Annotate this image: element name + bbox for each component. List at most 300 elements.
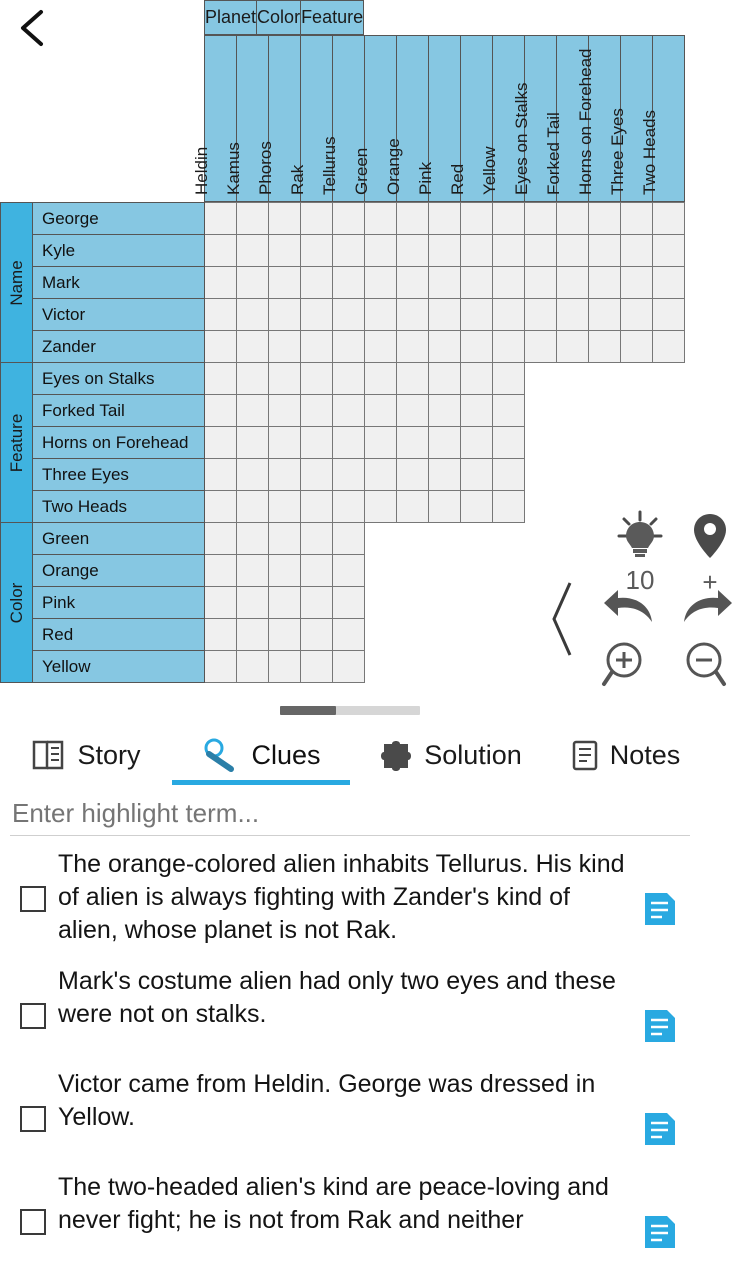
grid-cell[interactable] xyxy=(429,267,461,299)
grid-row-category-text: Color xyxy=(6,582,26,623)
grid-row-label: Eyes on Stalks xyxy=(33,363,205,395)
grid-cell[interactable] xyxy=(269,587,301,619)
hint-button[interactable] xyxy=(610,510,670,596)
grid-cell[interactable] xyxy=(237,459,269,491)
tab-story[interactable] xyxy=(0,722,172,788)
grid-cell[interactable] xyxy=(301,651,333,683)
grid-cell[interactable] xyxy=(621,331,653,363)
grid-cell[interactable] xyxy=(333,459,365,491)
grid-cell-empty xyxy=(461,523,493,555)
grid-row xyxy=(1,299,685,331)
grid-cell[interactable] xyxy=(269,363,301,395)
grid-cell-empty xyxy=(461,651,493,683)
clue-note-button[interactable] xyxy=(640,1007,684,1050)
grid-cell[interactable] xyxy=(653,299,685,331)
grid-cell[interactable] xyxy=(301,235,333,267)
puzzle-piece-icon xyxy=(378,738,414,772)
grid-cell-empty xyxy=(653,459,685,491)
grid-cell[interactable] xyxy=(429,491,461,523)
grid-cell[interactable] xyxy=(493,427,525,459)
grid-column-label-text: Three Eyes xyxy=(607,108,627,195)
grid-cell[interactable] xyxy=(397,459,429,491)
grid-cell-empty xyxy=(397,587,429,619)
grid-cell[interactable] xyxy=(205,395,237,427)
grid-cell[interactable] xyxy=(429,363,461,395)
grid-cell[interactable] xyxy=(493,203,525,235)
grid-row-label: Horns on Forehead xyxy=(33,427,205,459)
grid-cell[interactable] xyxy=(333,299,365,331)
grid-cell[interactable] xyxy=(461,491,493,523)
grid-category-header: Planet xyxy=(205,1,257,35)
grid-cell[interactable] xyxy=(493,331,525,363)
grid-cell-empty xyxy=(557,427,589,459)
grid-cell[interactable] xyxy=(589,299,621,331)
grid-cell[interactable] xyxy=(621,267,653,299)
grid-cell[interactable] xyxy=(493,363,525,395)
grid-row xyxy=(1,267,685,299)
clue-item[interactable] xyxy=(0,955,700,1058)
grid-cell[interactable] xyxy=(301,427,333,459)
grid-column-labels xyxy=(191,35,685,202)
grid-cell[interactable] xyxy=(301,587,333,619)
grid-cell[interactable] xyxy=(365,395,397,427)
grid-cell-empty xyxy=(397,523,429,555)
grid-cell[interactable] xyxy=(333,555,365,587)
grid-row-label: Yellow xyxy=(33,651,205,683)
clue-item[interactable] xyxy=(0,1058,700,1161)
grid-cell[interactable] xyxy=(269,203,301,235)
zoom-in-button[interactable] xyxy=(602,640,652,693)
lightbulb-icon xyxy=(617,545,663,562)
grid-cell[interactable] xyxy=(461,459,493,491)
grid-row-label: Victor xyxy=(33,299,205,331)
clue-text: The orange-colored alien inhabits Tellurus. His kind of alien is always fighting with Zander's kind of alien, whose planet is not Rak. xyxy=(58,850,625,944)
grid-column-label-text: Red xyxy=(447,163,467,195)
note-icon xyxy=(640,1032,680,1049)
clue-checkbox[interactable] xyxy=(20,1209,46,1235)
grid-cell[interactable] xyxy=(205,363,237,395)
grid-cell[interactable] xyxy=(269,491,301,523)
grid-cell[interactable] xyxy=(301,363,333,395)
grid-cell[interactable] xyxy=(461,363,493,395)
grid-cell[interactable] xyxy=(237,651,269,683)
grid-cell-empty xyxy=(397,619,429,651)
grid-cell[interactable] xyxy=(493,299,525,331)
grid-cell[interactable] xyxy=(301,555,333,587)
grid-cell[interactable] xyxy=(333,587,365,619)
grid-row-category-text: Name xyxy=(6,259,26,306)
magnifier-icon xyxy=(201,737,241,773)
grid-category-header: Feature xyxy=(301,1,364,35)
grid-cell[interactable] xyxy=(205,235,237,267)
grid-cell[interactable] xyxy=(301,491,333,523)
grid-cell-empty xyxy=(525,395,557,427)
grid-cell-empty xyxy=(621,363,653,395)
grid-cell[interactable] xyxy=(365,363,397,395)
grid-row xyxy=(1,235,685,267)
grid-column-label-text: Green xyxy=(351,147,371,195)
clue-item[interactable] xyxy=(0,838,700,955)
grid-cell[interactable] xyxy=(205,491,237,523)
grid-row xyxy=(1,395,685,427)
tab-story-label: Story xyxy=(77,739,141,770)
grid-cell[interactable] xyxy=(237,555,269,587)
grid-cell[interactable] xyxy=(589,331,621,363)
tab-clues[interactable] xyxy=(172,722,350,788)
grid-cell[interactable] xyxy=(333,203,365,235)
grid-cell[interactable] xyxy=(621,299,653,331)
grid-column-label-text: Kamus xyxy=(223,142,243,195)
zoom-out-button[interactable] xyxy=(678,640,728,693)
grid-cell-empty xyxy=(365,587,397,619)
grid-cell[interactable] xyxy=(237,587,269,619)
grid-cell[interactable] xyxy=(589,203,621,235)
grid-cell-empty xyxy=(461,587,493,619)
tab-bar xyxy=(0,722,700,788)
grid-row xyxy=(1,459,685,491)
grid-cell[interactable] xyxy=(621,203,653,235)
grid-cell[interactable] xyxy=(237,491,269,523)
grid-cell[interactable] xyxy=(333,267,365,299)
grid-cell[interactable] xyxy=(429,299,461,331)
grid-column-label-text: Forked Tail xyxy=(543,112,563,195)
redo-button[interactable] xyxy=(678,588,734,633)
grid-cell[interactable] xyxy=(397,427,429,459)
grid-cell[interactable] xyxy=(525,331,557,363)
grid-cell-empty xyxy=(493,555,525,587)
grid-cell[interactable] xyxy=(429,203,461,235)
grid-cell-empty xyxy=(429,523,461,555)
grid-cell-empty xyxy=(429,555,461,587)
grid-cell-empty xyxy=(653,395,685,427)
grid-cell[interactable] xyxy=(461,235,493,267)
clue-note-button[interactable] xyxy=(640,1110,684,1153)
grid-cell[interactable] xyxy=(205,427,237,459)
grid-cell-empty xyxy=(589,427,621,459)
clue-note-button[interactable] xyxy=(640,1213,684,1256)
tab-clues-label: Clues xyxy=(251,739,321,770)
grid-cell[interactable] xyxy=(557,299,589,331)
grid-cell[interactable] xyxy=(301,267,333,299)
grid-cell-empty xyxy=(461,619,493,651)
grid-cell[interactable] xyxy=(621,235,653,267)
grid-cell[interactable] xyxy=(333,427,365,459)
grid-cell[interactable] xyxy=(365,491,397,523)
tab-notes[interactable] xyxy=(550,722,700,788)
note-icon xyxy=(640,1238,680,1255)
grid-controls xyxy=(540,500,718,690)
grid-cell[interactable] xyxy=(461,203,493,235)
grid-row xyxy=(1,331,685,363)
grid-column-label-text: Phoros xyxy=(255,141,275,195)
grid-cell[interactable] xyxy=(301,523,333,555)
grid-cell[interactable] xyxy=(333,331,365,363)
grid-cell[interactable] xyxy=(301,331,333,363)
grid-cell[interactable] xyxy=(237,619,269,651)
grid-cell-empty xyxy=(525,427,557,459)
grid-cell-empty xyxy=(429,619,461,651)
grid-cell[interactable] xyxy=(269,555,301,587)
grid-row-label: Two Heads xyxy=(33,491,205,523)
grid-cell[interactable] xyxy=(461,395,493,427)
grid-row-label: Zander xyxy=(33,331,205,363)
clue-note-button[interactable] xyxy=(640,890,684,933)
grid-cell-empty xyxy=(493,651,525,683)
grid-column-label-text: Pink xyxy=(415,161,435,195)
grid-cell[interactable] xyxy=(205,459,237,491)
grid-cell[interactable] xyxy=(493,491,525,523)
grid-cell[interactable] xyxy=(301,619,333,651)
grid-cell[interactable] xyxy=(237,427,269,459)
highlight-term-input[interactable] xyxy=(10,792,690,836)
grid-column-label-text: Heldin xyxy=(191,146,211,195)
grid-cell-empty xyxy=(653,427,685,459)
grid-row-label: Mark xyxy=(33,267,205,299)
grid-cell[interactable] xyxy=(205,651,237,683)
grid-cell[interactable] xyxy=(461,331,493,363)
grid-cell-empty xyxy=(557,395,589,427)
grid-cell[interactable] xyxy=(653,203,685,235)
grid-row-label: Pink xyxy=(33,587,205,619)
redo-arrow-icon xyxy=(678,615,734,632)
grid-cell-empty xyxy=(493,619,525,651)
scroll-track[interactable] xyxy=(280,706,420,715)
grid-cell-empty xyxy=(365,523,397,555)
grid-cell-empty xyxy=(397,651,429,683)
grid-cell-empty xyxy=(557,363,589,395)
grid-cell-empty xyxy=(365,619,397,651)
grid-cell[interactable] xyxy=(333,523,365,555)
grid-cell-empty xyxy=(621,459,653,491)
note-icon xyxy=(640,1135,680,1152)
grid-cell[interactable] xyxy=(269,267,301,299)
grid-cell[interactable] xyxy=(269,459,301,491)
grid-cell[interactable] xyxy=(205,587,237,619)
grid-cell[interactable] xyxy=(237,363,269,395)
grid-cell[interactable] xyxy=(237,203,269,235)
grid-cell[interactable] xyxy=(653,235,685,267)
grid-cell[interactable] xyxy=(333,651,365,683)
map-pin-icon xyxy=(692,547,728,564)
grid-category-header: Color xyxy=(257,1,301,35)
grid-cell[interactable] xyxy=(237,523,269,555)
grid-cell[interactable] xyxy=(525,267,557,299)
grid-cell[interactable] xyxy=(269,331,301,363)
clue-checkbox[interactable] xyxy=(20,886,46,912)
grid-cell[interactable] xyxy=(653,267,685,299)
grid-cell[interactable] xyxy=(205,619,237,651)
grid-cell[interactable] xyxy=(333,235,365,267)
grid-column-label-text: Rak xyxy=(287,164,307,195)
panel-handle[interactable] xyxy=(548,580,576,663)
grid-cell-empty xyxy=(653,363,685,395)
grid-cell[interactable] xyxy=(429,331,461,363)
grid-row-label: Three Eyes xyxy=(33,459,205,491)
grid-cell-empty xyxy=(525,363,557,395)
grid-column-label-text: Tellurus xyxy=(319,136,339,195)
grid-cell[interactable] xyxy=(493,267,525,299)
scroll-thumb[interactable] xyxy=(280,706,336,715)
grid-cell[interactable] xyxy=(429,427,461,459)
undo-button[interactable] xyxy=(602,588,658,633)
grid-cell[interactable] xyxy=(301,395,333,427)
grid-cell[interactable] xyxy=(525,299,557,331)
grid-row-category xyxy=(1,203,33,363)
grid-cell[interactable] xyxy=(397,235,429,267)
grid-column-label-text: Yellow xyxy=(479,146,499,195)
grid-row xyxy=(1,363,685,395)
grid-cell[interactable] xyxy=(301,299,333,331)
grid-cell[interactable] xyxy=(205,267,237,299)
grid-cell[interactable] xyxy=(397,491,429,523)
grid-cell[interactable] xyxy=(557,331,589,363)
tab-notes-label: Notes xyxy=(609,739,681,770)
tab-solution-label: Solution xyxy=(424,739,522,770)
grid-cell[interactable] xyxy=(397,267,429,299)
zoom-out-icon xyxy=(678,675,728,692)
grid-cell[interactable] xyxy=(365,267,397,299)
grid-cell[interactable] xyxy=(205,523,237,555)
grid-cell[interactable] xyxy=(429,235,461,267)
grid-row-label: Forked Tail xyxy=(33,395,205,427)
grid-row-label: Kyle xyxy=(33,235,205,267)
grid-row-label: George xyxy=(33,203,205,235)
grid-cell[interactable] xyxy=(397,203,429,235)
grid-cell[interactable] xyxy=(205,299,237,331)
grid-cell-empty xyxy=(621,427,653,459)
grid-cell[interactable] xyxy=(269,235,301,267)
grid-row-category-text: Feature xyxy=(6,413,26,472)
grid-cell[interactable] xyxy=(333,363,365,395)
grid-cell[interactable] xyxy=(333,395,365,427)
grid-cell[interactable] xyxy=(269,427,301,459)
grid-row-category xyxy=(1,363,33,523)
grid-row-label: Red xyxy=(33,619,205,651)
grid-cell[interactable] xyxy=(397,331,429,363)
zoom-in-icon xyxy=(602,675,652,692)
chevron-left-handle-icon xyxy=(548,645,576,662)
grid-cell[interactable] xyxy=(365,203,397,235)
grid-cell[interactable] xyxy=(365,331,397,363)
grid-cell-empty xyxy=(525,459,557,491)
grid-cell[interactable] xyxy=(301,203,333,235)
clue-text: Mark's costume alien had only two eyes and these were not on stalks. xyxy=(58,967,616,1028)
notepad-icon xyxy=(570,738,600,772)
grid-cell-empty xyxy=(589,459,621,491)
grid-cell[interactable] xyxy=(237,235,269,267)
grid-cell[interactable] xyxy=(525,235,557,267)
grid-cell[interactable] xyxy=(269,651,301,683)
grid-cell-empty xyxy=(365,555,397,587)
grid-cell-empty xyxy=(589,363,621,395)
grid-column-label-text: Orange xyxy=(383,138,403,195)
grid-cell[interactable] xyxy=(333,491,365,523)
undo-arrow-icon xyxy=(602,615,658,632)
grid-cell[interactable] xyxy=(461,267,493,299)
grid-cell[interactable] xyxy=(301,459,333,491)
grid-top-categories xyxy=(204,0,364,35)
grid-column-label xyxy=(639,36,685,202)
grid-cell-empty xyxy=(557,459,589,491)
tab-solution[interactable] xyxy=(350,722,550,788)
grid-cell-empty xyxy=(461,555,493,587)
grid-row-category xyxy=(1,523,33,683)
grid-column-label-text: Two Heads xyxy=(639,109,659,195)
clue-text: The two-headed alien's kind are peace-loving and never fight; he is not from Rak and neither xyxy=(58,1173,609,1234)
grid-cell[interactable] xyxy=(493,459,525,491)
grid-cell-empty xyxy=(493,587,525,619)
grid-cell[interactable] xyxy=(589,267,621,299)
grid-cell-empty xyxy=(397,555,429,587)
grid-cell-empty xyxy=(429,651,461,683)
grid-cell-empty xyxy=(621,395,653,427)
grid-cell-empty xyxy=(365,651,397,683)
grid-column-label-text: Eyes on Stalks xyxy=(511,82,531,195)
clue-checkbox[interactable] xyxy=(20,1003,46,1029)
grid-cell[interactable] xyxy=(653,331,685,363)
grid-cell[interactable] xyxy=(589,235,621,267)
grid-cell[interactable] xyxy=(269,619,301,651)
grid-cell[interactable] xyxy=(429,459,461,491)
grid-cell[interactable] xyxy=(237,331,269,363)
clue-list[interactable] xyxy=(0,838,700,1244)
grid-cell[interactable] xyxy=(365,427,397,459)
grid-cell[interactable] xyxy=(557,235,589,267)
grid-cell[interactable] xyxy=(365,459,397,491)
grid-cell[interactable] xyxy=(397,363,429,395)
clue-text: Victor came from Heldin. George was dressed in Yellow. xyxy=(58,1070,596,1131)
grid-cell[interactable] xyxy=(333,619,365,651)
grid-cell[interactable] xyxy=(269,299,301,331)
grid-column-label-text: Horns on Forehead xyxy=(575,48,595,195)
grid-cell[interactable] xyxy=(205,331,237,363)
grid-cell[interactable] xyxy=(525,203,557,235)
grid-row xyxy=(1,427,685,459)
grid-cell-empty xyxy=(429,587,461,619)
grid-cell[interactable] xyxy=(557,203,589,235)
grid-cell[interactable] xyxy=(365,235,397,267)
grid-row-label: Green xyxy=(33,523,205,555)
marker-add-label: + xyxy=(702,567,718,597)
grid-cell-empty xyxy=(589,395,621,427)
grid-cell[interactable] xyxy=(237,267,269,299)
grid-row-label: Orange xyxy=(33,555,205,587)
grid-cell[interactable] xyxy=(493,395,525,427)
grid-row xyxy=(1,203,685,235)
grid-cell[interactable] xyxy=(205,203,237,235)
grid-cell[interactable] xyxy=(429,395,461,427)
grid-cell[interactable] xyxy=(205,555,237,587)
grid-cell[interactable] xyxy=(461,427,493,459)
grid-cell[interactable] xyxy=(237,395,269,427)
grid-cell[interactable] xyxy=(269,523,301,555)
grid-cell[interactable] xyxy=(493,235,525,267)
grid-cell[interactable] xyxy=(461,299,493,331)
clue-checkbox[interactable] xyxy=(20,1106,46,1132)
grid-cell[interactable] xyxy=(365,299,397,331)
grid-cell-empty xyxy=(493,523,525,555)
grid-cell[interactable] xyxy=(397,395,429,427)
active-tab-indicator xyxy=(172,780,350,785)
marker-button[interactable] xyxy=(682,512,738,598)
note-icon xyxy=(640,915,680,932)
grid-cell[interactable] xyxy=(397,299,429,331)
grid-cell[interactable] xyxy=(237,299,269,331)
grid-cell[interactable] xyxy=(269,395,301,427)
clue-item[interactable] xyxy=(0,1161,700,1264)
grid-cell[interactable] xyxy=(557,267,589,299)
hint-count: 10 xyxy=(625,565,655,595)
